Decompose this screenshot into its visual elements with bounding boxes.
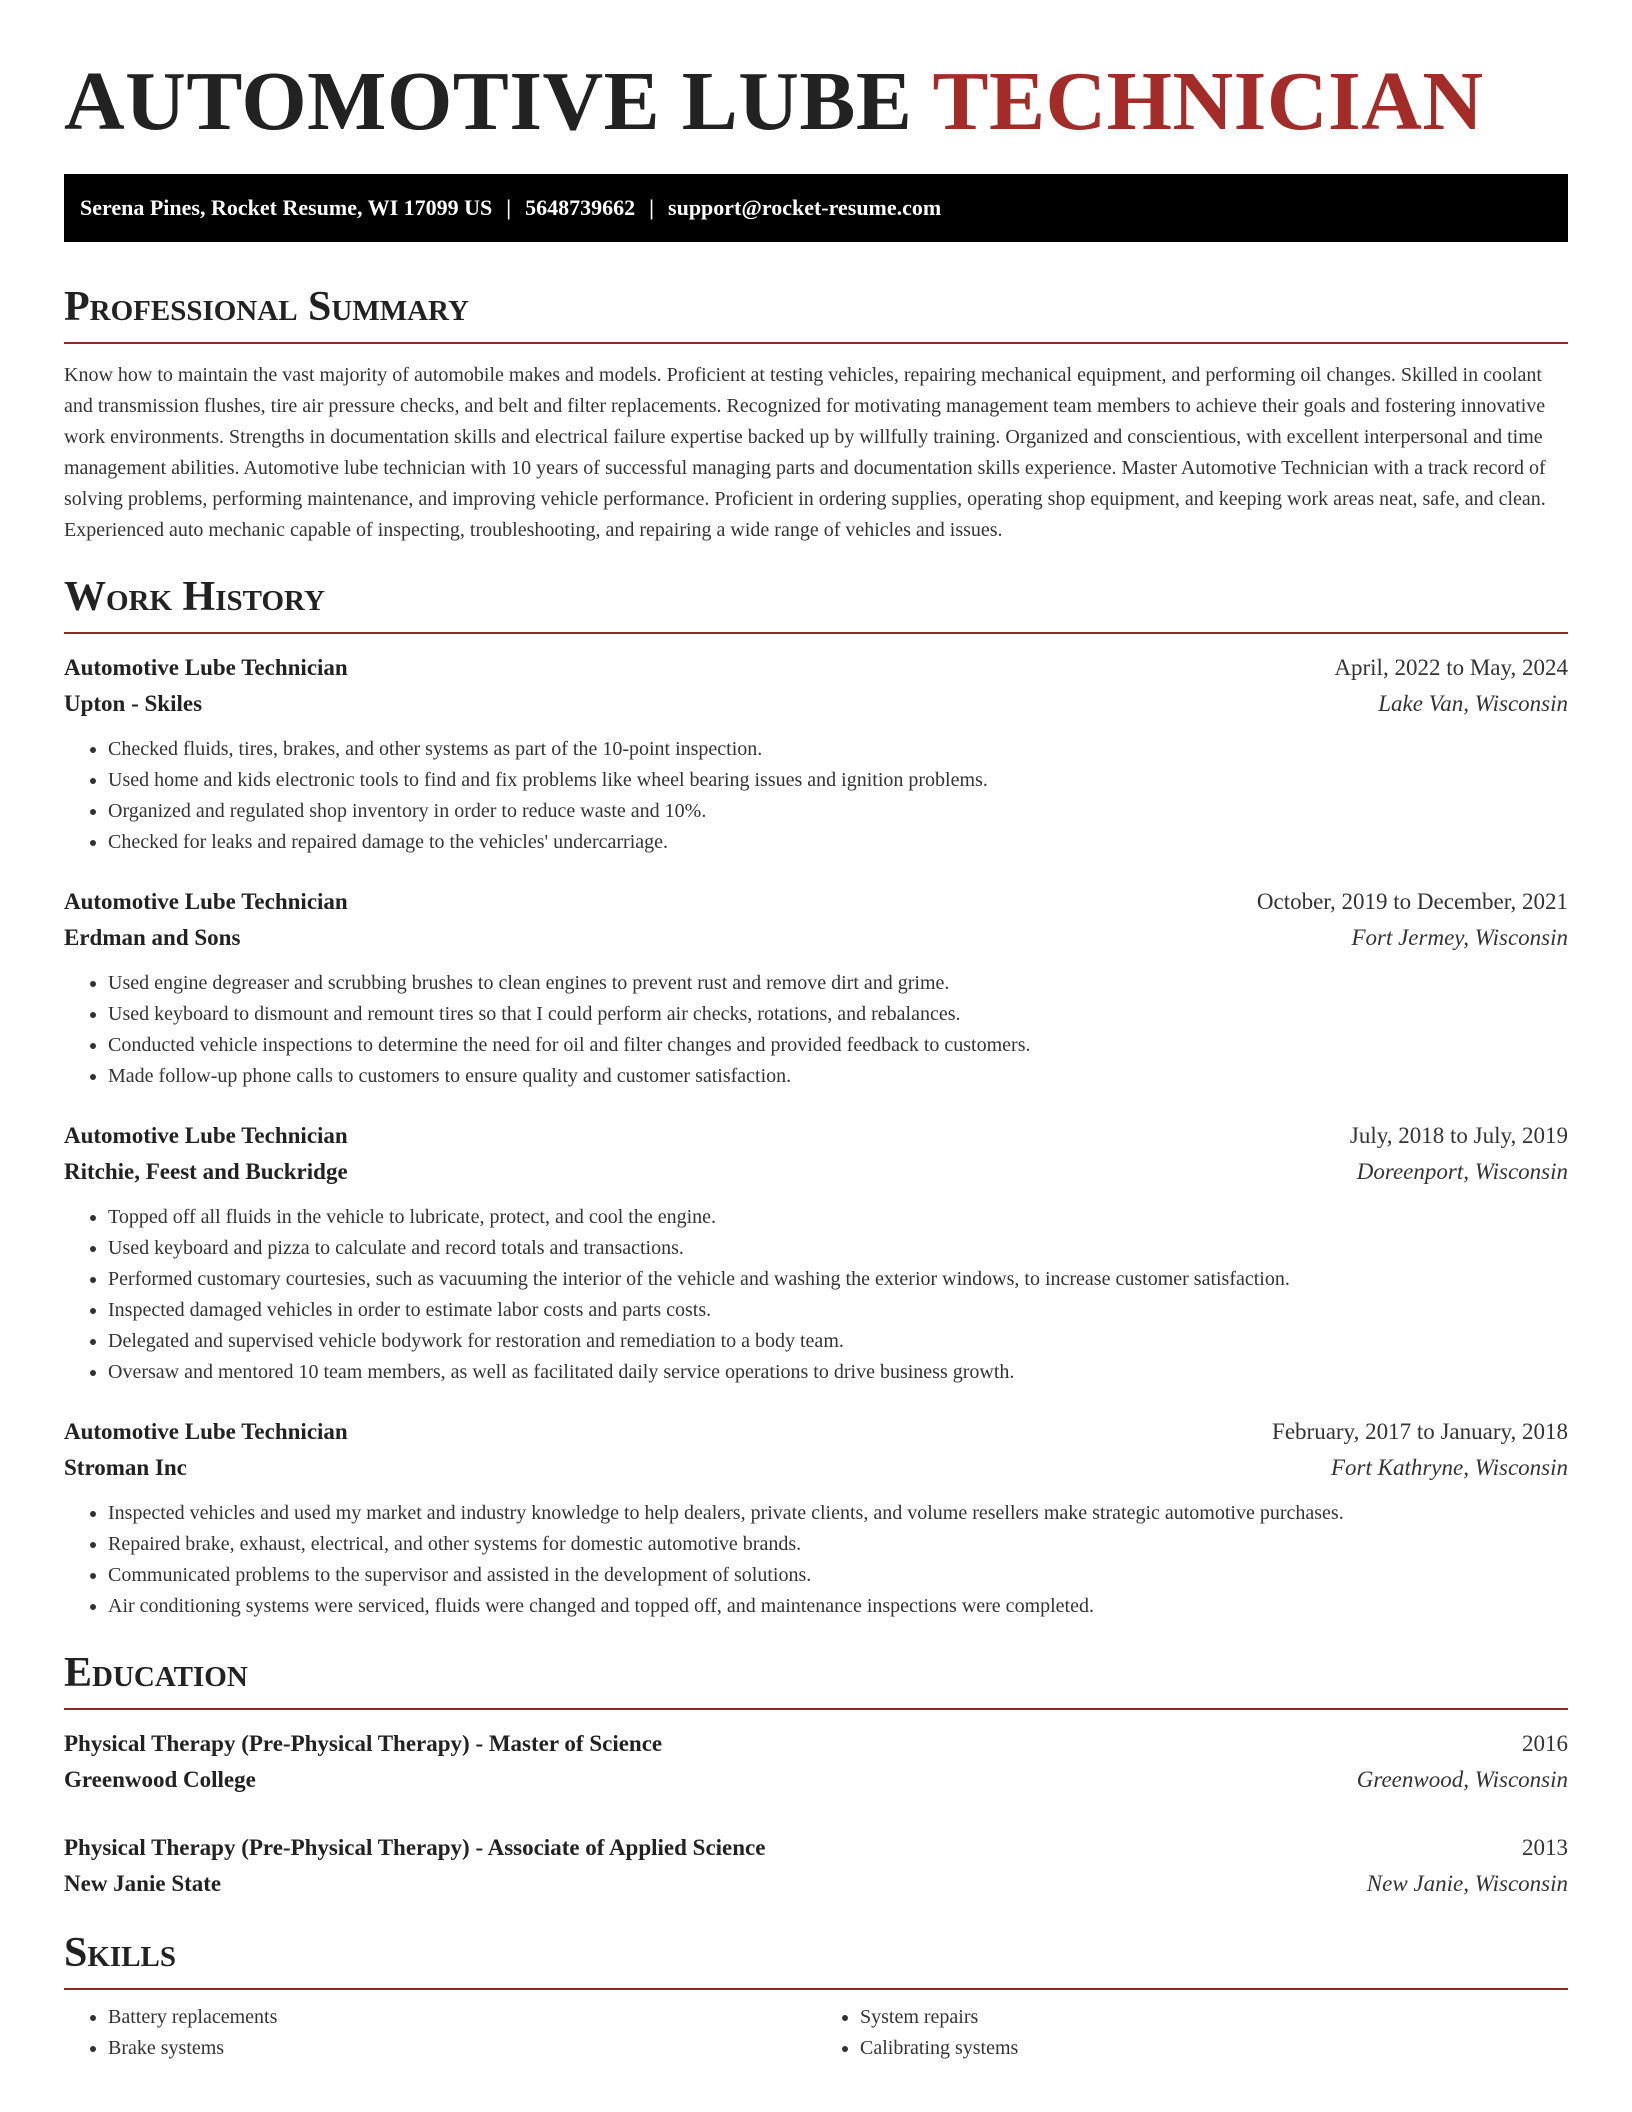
job-title: Automotive Lube Technician [64,889,348,914]
education-school: Greenwood College [64,1767,256,1792]
education-year: 2013 [1522,1835,1568,1860]
job-dates: October, 2019 to December, 2021 [1256,889,1568,914]
education-location: New Janie, Wisconsin [1366,1871,1568,1896]
job-location: Lake Van, Wisconsin [1378,691,1568,716]
job-company: Ritchie, Feest and Buckridge [64,1159,348,1184]
job-duty: • Checked fluids, tires, brakes, and other systems as part of the 10-point inspection. [108,734,1568,765]
job-company: Stroman Inc [64,1455,187,1480]
skills-grid [64,2002,1568,2064]
summary-section [64,282,1568,546]
job-company: Erdman and Sons [64,925,241,950]
education-entry [64,1726,1568,1798]
summary-text: Know how to maintain the vast majority of automobile makes and models. Proficient at testing vehicles, repairing mechanical equipment, and performing oil changes. Skilled in coolant and transmission flushes, tire air pressure checks, and belt and filter replacements. Recognized for motivating management team members to achieve their goals and fostering innovative work environments. Strengths in documentation skills and electrical failure expertise backed up by willfully training. Organized and conscientious, with excellent interpersonal and time management abilities. Automotive lube technician with 10 years of successful managing parts and documentation skills experience. Master Automotive Technician with a track record of solving problems, performing maintenance, and improving vehicle performance. Proficient in ordering supplies, operating shop equipment, and keeping work areas neat, safe, and clean. Experienced auto mechanic capable of inspecting, troubleshooting, and repairing a wide range of vehicles and issues. [64,364,1546,541]
job-title: Automotive Lube Technician [64,1419,348,1444]
job-location: Fort Kathryne, Wisconsin [1330,1455,1568,1480]
education-school: New Janie State [64,1871,222,1896]
job-title: Automotive Lube Technician [64,1123,348,1148]
job-duty: • Communicated problems to the supervisor and assisted in the development of solutions. [108,1560,1568,1591]
skills-list-left [64,2002,816,2064]
job-duties-list [64,1202,1568,1388]
job-dates: July, 2018 to July, 2019 [1349,1123,1568,1148]
job-duties-list [64,734,1568,858]
contact-email: support@rocket-resume.com [668,195,942,220]
job-entry [64,884,1568,1092]
job-duty: • Air conditioning systems were serviced, fluids were changed and topped off, and maintenance inspections were completed. [108,1591,1568,1622]
skill-item: • System repairs [860,2002,1568,2033]
contact-separator: | [649,195,655,220]
job-duties-list [64,1498,1568,1622]
job-duty: • Oversaw and mentored 10 team members, as well as facilitated daily service operations to drive business growth. [108,1357,1568,1388]
contact-bar [64,174,1568,242]
job-entry [64,650,1568,858]
job-duty: • Checked for leaks and repaired damage to the vehicles' undercarriage. [108,827,1568,858]
education-degree: Physical Therapy (Pre-Physical Therapy) - Master of Science [64,1731,663,1756]
skill-item: • Calibrating systems [860,2033,1568,2064]
job-duty: • Inspected vehicles and used my market and industry knowledge to help dealers, private clients, and volume resellers make strategic automotive purchases. [108,1498,1568,1529]
job-duty: • Used home and kids electronic tools to find and fix problems like wheel bearing issues and ignition problems. [108,765,1568,796]
education-degree: Physical Therapy (Pre-Physical Therapy) - Associate of Applied Science [64,1835,766,1860]
job-location: Doreenport, Wisconsin [1356,1159,1568,1184]
job-duty: • Organized and regulated shop inventory in order to reduce waste and 10%. [108,796,1568,827]
education-entry [64,1830,1568,1902]
job-duty: • Conducted vehicle inspections to determine the need for oil and filter changes and provided feedback to customers. [108,1030,1568,1061]
title-accent: TECHNICIAN [932,55,1484,148]
education-heading: Education [64,1648,1568,1710]
skills-heading: Skills [64,1928,1568,1990]
contact-phone: 5648739662 [525,195,636,220]
job-duty: • Made follow-up phone calls to customers to ensure quality and customer satisfaction. [108,1061,1568,1092]
job-company: Upton - Skiles [64,691,203,716]
skills-list-right [816,2002,1568,2064]
work-history-section [64,572,1568,1622]
job-duty: • Used engine degreaser and scrubbing brushes to clean engines to prevent rust and remove dirt and grime. [108,968,1568,999]
job-duty: • Inspected damaged vehicles in order to estimate labor costs and parts costs. [108,1295,1568,1326]
job-duty: • Repaired brake, exhaust, electrical, and other systems for domestic automotive brands. [108,1529,1568,1560]
skills-section [64,1928,1568,2064]
job-duty: • Performed customary courtesies, such as vacuuming the interior of the vehicle and washing the exterior windows, to increase customer satisfaction. [108,1264,1568,1295]
resume-title [64,0,1568,150]
job-dates: February, 2017 to January, 2018 [1272,1419,1568,1444]
job-duty: • Delegated and supervised vehicle bodywork for restoration and remediation to a body team. [108,1326,1568,1357]
education-location: Greenwood, Wisconsin [1356,1767,1568,1792]
job-title: Automotive Lube Technician [64,655,348,680]
skill-item: • Battery replacements [108,2002,816,2033]
job-duty: • Topped off all fluids in the vehicle to lubricate, protect, and cool the engine. [108,1202,1568,1233]
education-section [64,1648,1568,1902]
skill-item: • Brake systems [108,2033,816,2064]
job-duty: • Used keyboard to dismount and remount tires so that I could perform air checks, rotations, and rebalances. [108,999,1568,1030]
work-history-heading: Work History [64,572,1568,634]
job-duties-list [64,968,1568,1092]
title-main: AUTOMOTIVE LUBE [64,55,913,148]
education-year: 2016 [1522,1731,1568,1756]
job-entry [64,1414,1568,1622]
job-dates: April, 2022 to May, 2024 [1334,655,1568,680]
job-duty: • Used keyboard and pizza to calculate and record totals and transactions. [108,1233,1568,1264]
contact-separator: | [506,195,512,220]
contact-address: Serena Pines, Rocket Resume, WI 17099 US [80,195,493,220]
job-entry [64,1118,1568,1388]
summary-heading: Professional Summary [64,282,1568,344]
job-location: Fort Jermey, Wisconsin [1351,925,1568,950]
